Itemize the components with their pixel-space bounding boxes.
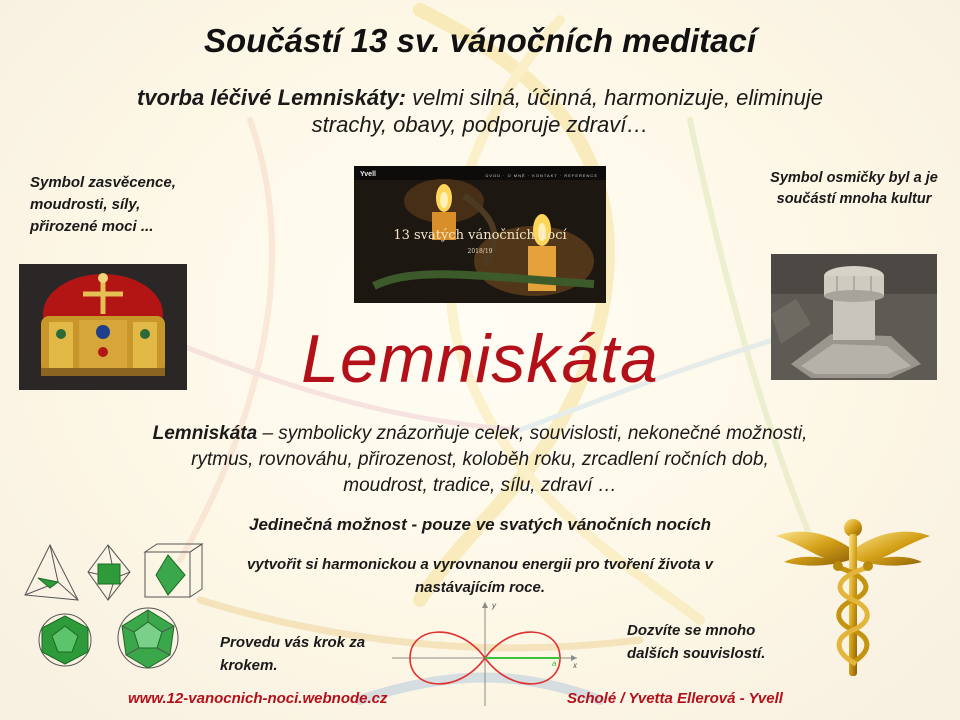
x-label: x [573, 661, 577, 670]
poster-title: 13 svatých vánočních nocí [393, 228, 567, 243]
subtitle-bold: tvorba léčivé Lemniskáty: [137, 85, 407, 110]
slide-title: Součástí 13 sv. vánočních meditací [203, 22, 757, 59]
description [150, 421, 810, 499]
poster-image [354, 166, 606, 303]
a-label: a [552, 659, 557, 668]
subtitle-rest: velmi silná, účinná, harmonizuje, eliminuje strachy, obavy, podporuje zdraví… [311, 85, 823, 137]
y-label: y [492, 601, 496, 610]
author-credit: Scholé / Yvetta Ellerová - Yvell [567, 690, 783, 707]
y-axis-arrow [482, 602, 488, 608]
caption-left: Symbol zasvěcence, moudrosti, síly, přirozené moci ... [30, 174, 176, 235]
slide-subtitle [100, 84, 860, 138]
lemniscate-plot [382, 596, 582, 708]
learn-line: Dozvíte se mnoho dalších souvislostí. [627, 622, 766, 662]
create-line: vytvořit si harmonickou a vyrovnanou energii pro tvoření života v nastávajícím roce. [247, 556, 713, 596]
description-bold: Lemniskáta [152, 423, 258, 444]
platonic-solids-icon [20, 540, 215, 675]
caduceus-icon [772, 512, 934, 680]
poster-nav: ÚVOD · O MNĚ · KONTAKT · REFERENCE [485, 173, 598, 178]
website-link[interactable]: www.12-vanocnich-noci.webnode.cz [128, 690, 388, 707]
step-line: Provedu vás krok za krokem. [220, 634, 366, 674]
caption-right: Symbol osmičky byl a je součástí mnoha kultur [770, 170, 938, 207]
poster-date: 2018/19 [467, 248, 493, 255]
unique-line: Jedinečná možnost - pouze ve svatých vánočních nocích [249, 515, 711, 534]
poster-logo: Yvell [360, 171, 376, 178]
headline-lemniskata: Lemniskáta [301, 321, 659, 397]
description-rest: – symbolicky znázorňuje celek, souvislosti, nekonečné možnosti, rytmus, rovnováhu, přirozenost, koloběh roku, zrcadlení ročních dob, moudrost, tradice, sílu, zdraví … [191, 423, 808, 496]
